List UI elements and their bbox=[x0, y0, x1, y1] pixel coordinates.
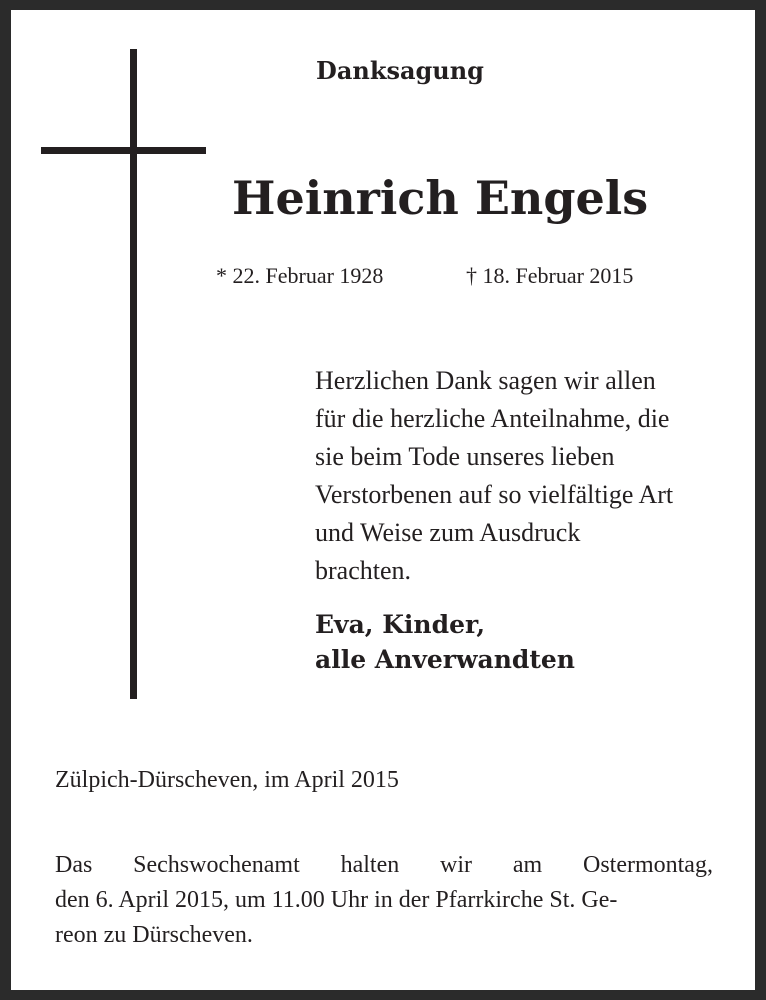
signer-line: Eva, Kinder, bbox=[315, 610, 486, 639]
service-notice bbox=[55, 848, 713, 953]
heading: Danksagung bbox=[316, 56, 484, 85]
notice-word: Ostermontag, bbox=[582, 852, 713, 878]
birth-date: * 22. Februar 1928 bbox=[216, 263, 384, 288]
notice-line-3: reon zu Dürscheven. bbox=[55, 922, 253, 948]
thanks-line: Herzlichen Dank sagen wir allen bbox=[315, 366, 656, 395]
signers bbox=[315, 607, 575, 677]
notice-line-1 bbox=[55, 848, 713, 883]
thanks-line: Verstorbenen auf so vielfältige Art bbox=[315, 480, 674, 509]
thanks-line: und Weise zum Ausdruck bbox=[315, 518, 581, 547]
deceased-name: Heinrich Engels bbox=[232, 171, 649, 225]
notice-word: Das bbox=[55, 852, 93, 878]
thanks-text bbox=[315, 362, 735, 590]
thanks-line: für die herzliche Anteilnahme, die bbox=[315, 404, 670, 433]
notice-word: Sechswochenamt bbox=[133, 852, 300, 878]
obituary-card bbox=[11, 10, 755, 990]
thanks-line: sie beim Tode unseres lieben bbox=[315, 442, 615, 471]
cross-icon-bar bbox=[41, 147, 206, 154]
signer-line: alle Anverwandten bbox=[315, 645, 575, 674]
thanks-line: brachten. bbox=[315, 556, 412, 585]
notice-line-2: den 6. April 2015, um 11.00 Uhr in der Pfarrkirche St. Ge- bbox=[55, 887, 618, 913]
place-date: Zülpich-Dürscheven, im April 2015 bbox=[55, 767, 399, 793]
notice-word: halten bbox=[340, 852, 400, 878]
death-date: † 18. Februar 2015 bbox=[466, 263, 634, 288]
notice-word: am bbox=[512, 852, 543, 878]
notice-word: wir bbox=[440, 852, 473, 878]
